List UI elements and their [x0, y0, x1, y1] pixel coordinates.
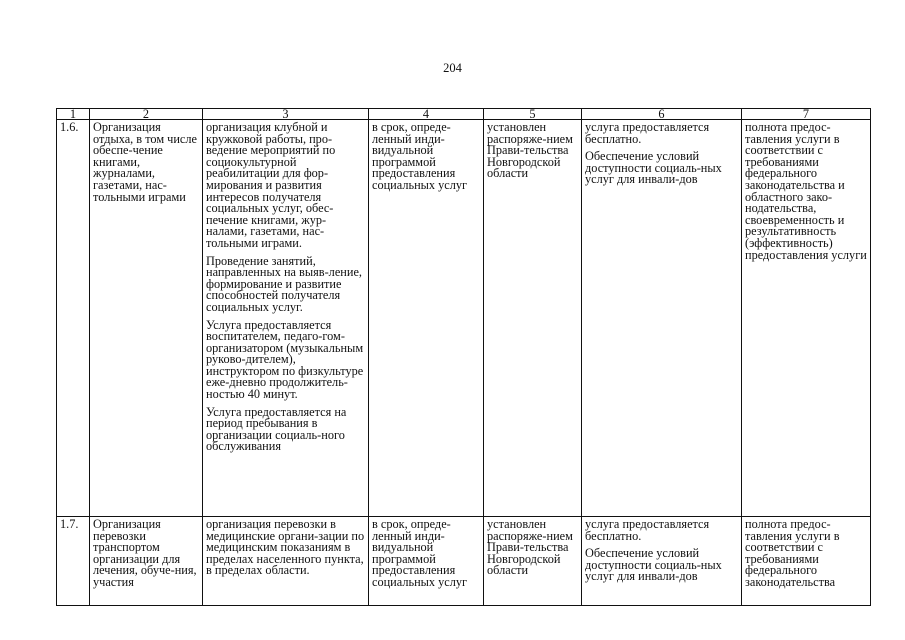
- service-description: [203, 120, 369, 517]
- description-paragraph: Проведение занятий, направленных на выяв-ление, формирование и развитие способностей получателя социальных услуг.: [206, 253, 362, 314]
- page-number: 204: [443, 61, 462, 75]
- service-quality: полнота предос-тавления услуги в соответствии с требованиями федерального законодательства: [742, 517, 871, 606]
- services-table: [56, 108, 871, 606]
- description-paragraph: Услуга предоставляется воспитателем, педаго-гом-организатором (музыкальным руково-дителем), инструктором по физкультуре еже-дневно продолжитель-ностью 40 минут.: [206, 317, 364, 402]
- header-row: [57, 109, 871, 120]
- service-basis: установлен распоряже-нием Прави-тельства Новгородской области: [484, 120, 582, 517]
- header-cell: 7: [742, 109, 871, 120]
- table-row: [57, 120, 871, 517]
- service-quality: полнота предос-тавления услуги в соответствии с требованиями федерального законодательства и областного зако-нодательства, своевременность и результативность (эффективность) предоставления услуги: [742, 120, 871, 517]
- service-term: в срок, опреде-ленный инди-видуальной программой предоставления социальных услуг: [369, 120, 484, 517]
- service-name: Организация перевозки транспортом организации для лечения, обуче-ния, участия: [90, 517, 203, 606]
- service-conditions: [582, 120, 742, 517]
- service-basis: установлен распоряже-нием Прави-тельства Новгородской области: [484, 517, 582, 606]
- service-conditions: [582, 517, 742, 606]
- table-row: [57, 517, 871, 606]
- description-paragraph: организация перевозки в медицинские органи-зации по медицинским показаниям в пределах населенного пункта, в пределах области.: [206, 517, 365, 578]
- header-cell: 4: [369, 109, 484, 120]
- header-cell: 3: [203, 109, 369, 120]
- conditions-paragraph: услуга предоставляется бесплатно.: [585, 517, 710, 543]
- service-description: [203, 517, 369, 606]
- row-number: 1.6.: [57, 120, 90, 517]
- description-paragraph: Услуга предоставляется на период пребывания в организации социаль-ного обслуживания: [206, 404, 347, 454]
- row-number: 1.7.: [57, 517, 90, 606]
- header-cell: 2: [90, 109, 203, 120]
- conditions-paragraph: Обеспечение условий доступности социаль-ных услуг для инвали-дов: [585, 149, 722, 187]
- service-name: Организация отдыха, в том числе обеспе-чение книгами, журналами, газетами, нас-тольными играми: [90, 120, 203, 517]
- conditions-paragraph: услуга предоставляется бесплатно.: [585, 120, 710, 146]
- description-paragraph: организация клубной и кружковой работы, про-ведение мероприятий по социокультурной реабилитации для фор-мирования и развития интересов получателя социальных услуг, обес-печение книгами, жур-налами, газетами, нас-тольными играми.: [206, 120, 336, 250]
- header-cell: 5: [484, 109, 582, 120]
- header-cell: 6: [582, 109, 742, 120]
- conditions-paragraph: Обеспечение условий доступности социаль-ных услуг для инвали-дов: [585, 546, 722, 584]
- header-cell: 1: [57, 109, 90, 120]
- service-term: в срок, опреде-ленный инди-видуальной программой предоставления социальных услуг: [369, 517, 484, 606]
